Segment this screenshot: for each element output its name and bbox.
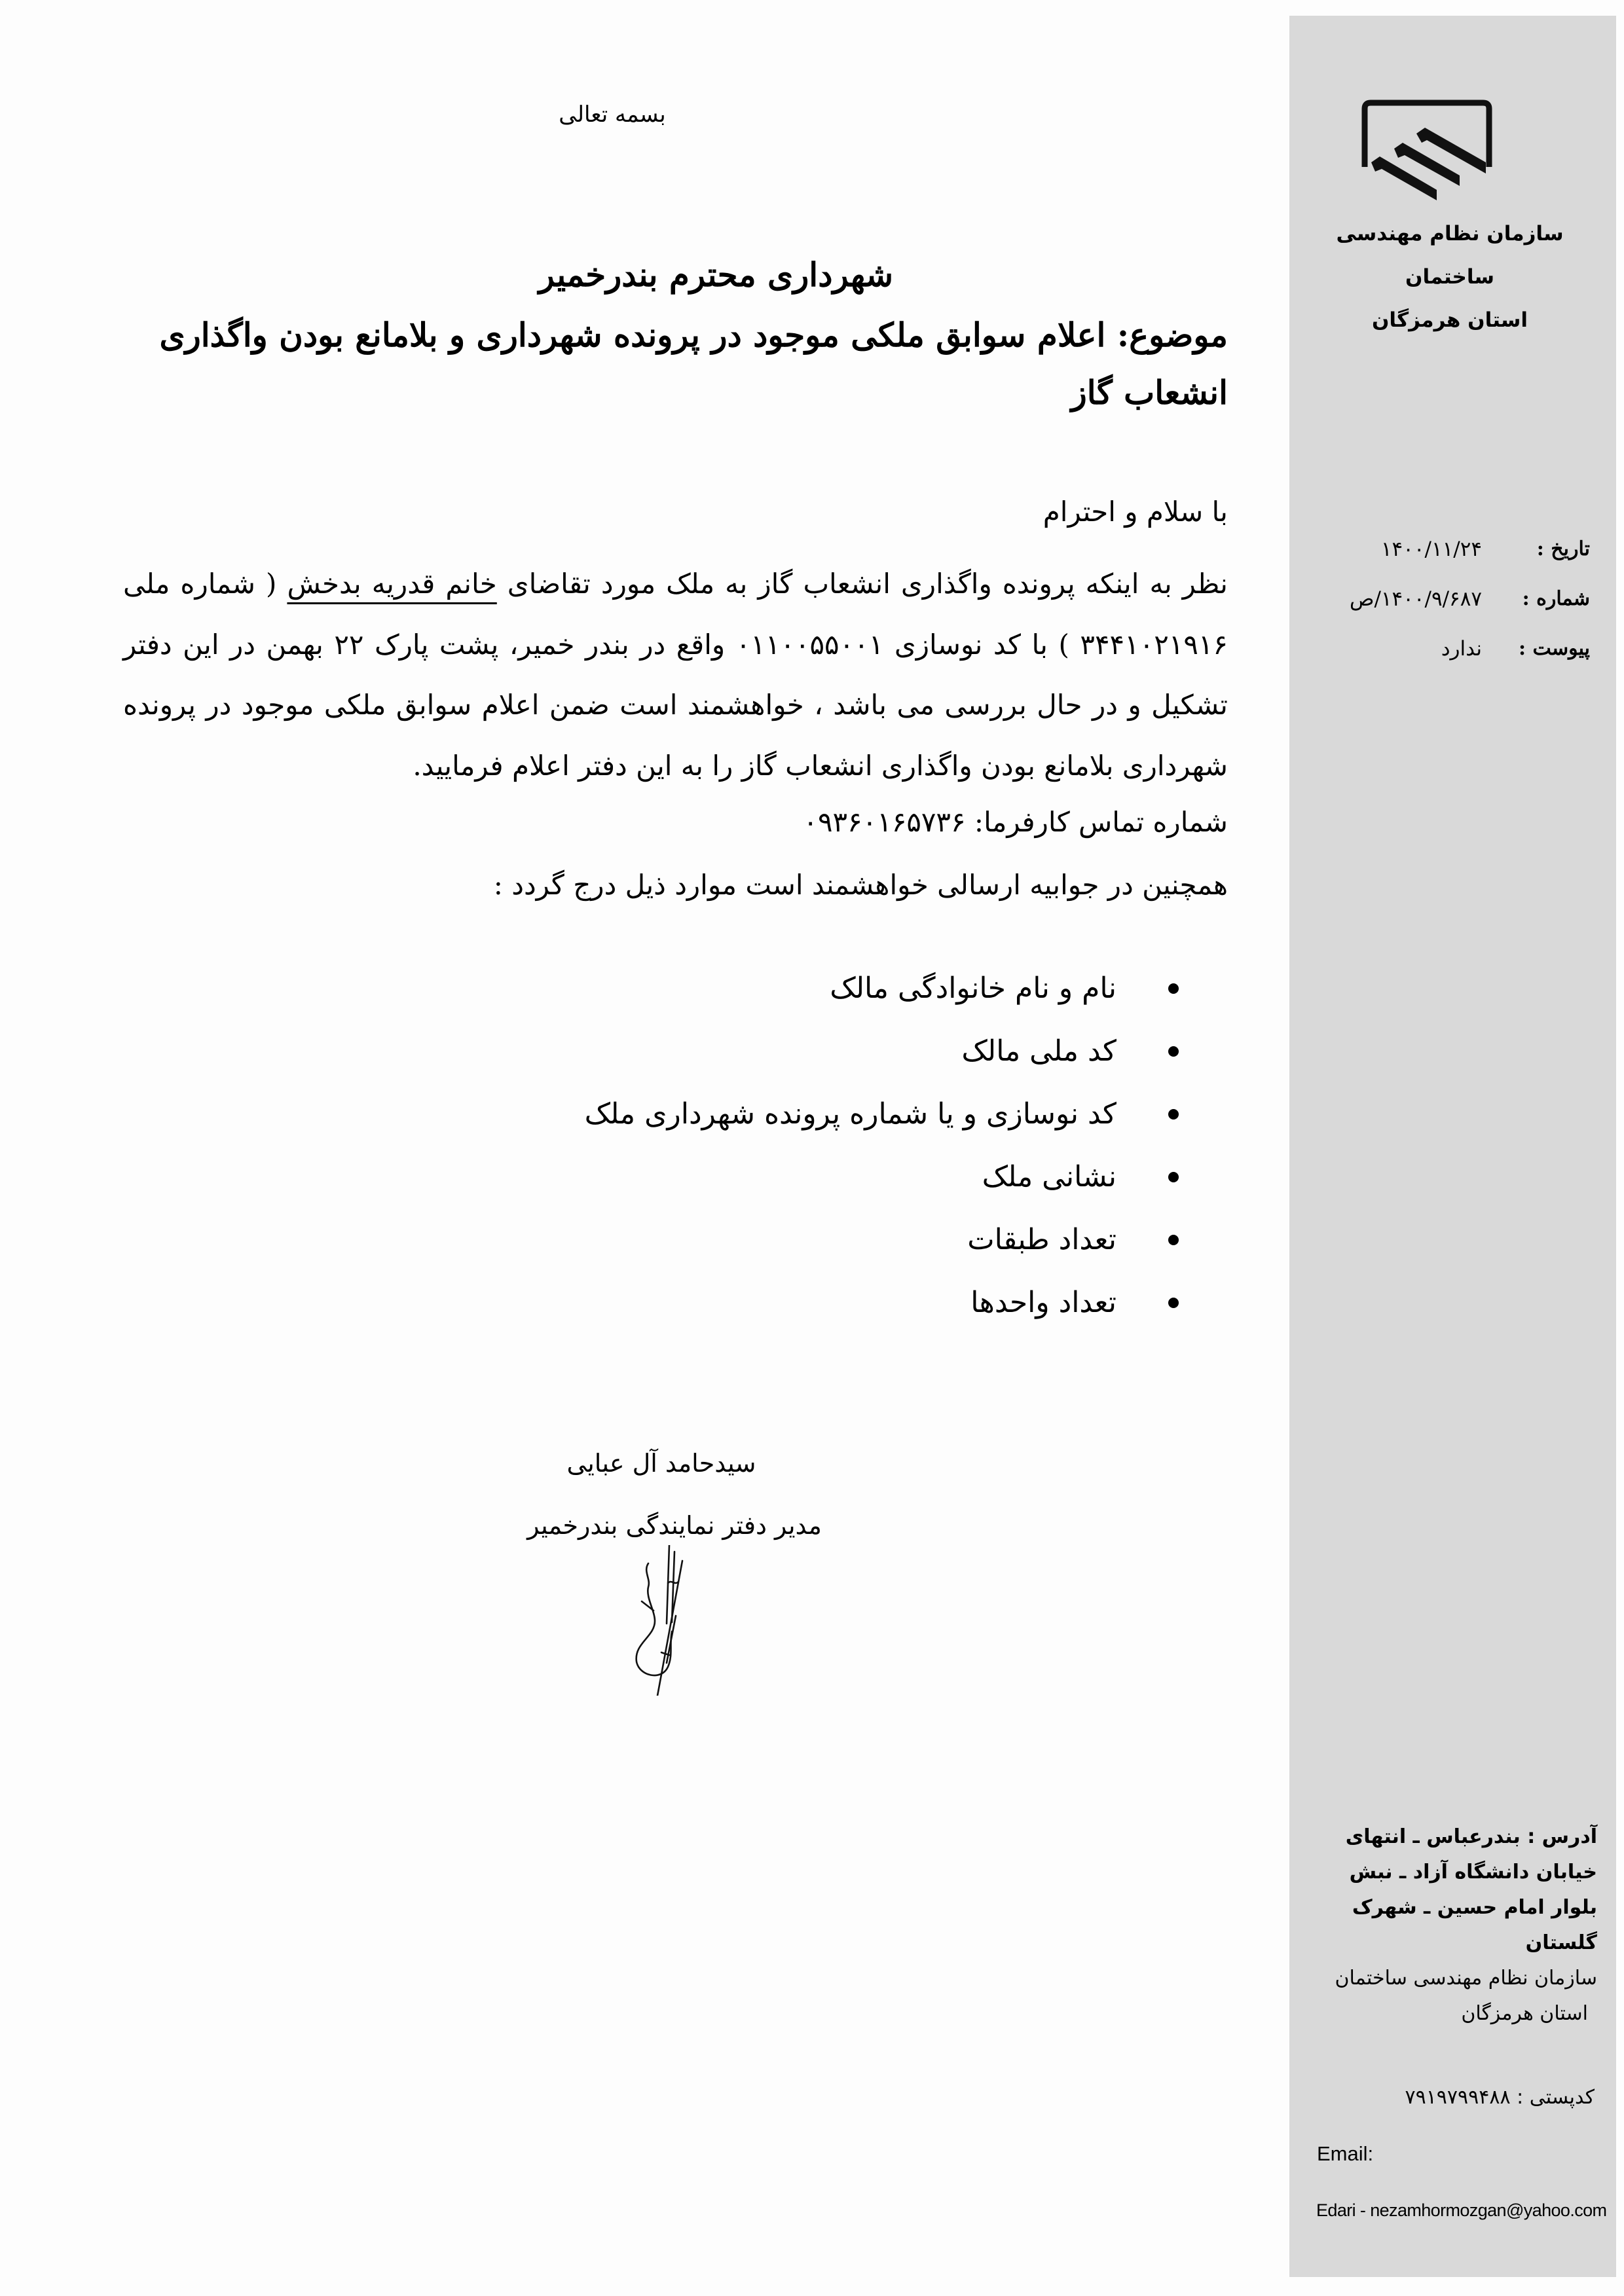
contact-phone: ۰۹۳۶۰۱۶۵۷۳۶ xyxy=(803,806,966,838)
meta-row-attachment xyxy=(1289,632,1616,682)
address-line: خیابان دانشگاه آزاد ـ نبش xyxy=(1349,1861,1597,1884)
organization-name xyxy=(1296,212,1604,342)
list-item-text: نام و نام خانوادگی مالک xyxy=(830,972,1116,1005)
postal-label: کدپستی : xyxy=(1517,2086,1595,2109)
address-line: گلستان xyxy=(1525,1931,1597,1954)
bullet-icon xyxy=(1168,1235,1179,1245)
date-value: ۱۴۰۰/۱۱/۲۴ xyxy=(1380,538,1482,561)
invocation-heading: بسمه تعالی xyxy=(559,101,666,128)
number-value: ۱۴۰۰/۹/۶۸۷/ص xyxy=(1349,587,1482,611)
organization-logo-icon xyxy=(1361,100,1492,204)
bullet-icon xyxy=(1168,983,1179,994)
subject-label: موضوع: xyxy=(1116,316,1228,354)
bullet-icon xyxy=(1168,1172,1179,1182)
postal-code: ۷۹۱۹۷۹۹۴۸۸ xyxy=(1405,2086,1511,2109)
address-line: آدرس : بندرعباس ـ انتهای xyxy=(1345,1825,1597,1848)
attachment-value: ندارد xyxy=(1441,637,1482,661)
address-block xyxy=(1316,1819,1597,2032)
number-label: شماره : xyxy=(1522,587,1590,610)
handwritten-signature-icon xyxy=(629,1545,733,1696)
meta-row-number xyxy=(1289,583,1616,632)
list-item-text: تعداد واحدها xyxy=(970,1286,1116,1319)
additional-request: همچنین در جوابیه ارسالی خواهشمند است موارد ذیل درج گردد : xyxy=(493,869,1228,901)
list-item xyxy=(458,1093,1179,1156)
list-item xyxy=(458,1219,1179,1282)
body-text-part1: نظر به اینکه پرونده واگذاری انشعاب گاز به ملک مورد تقاضای xyxy=(496,568,1228,600)
list-item xyxy=(458,1282,1179,1345)
contact-line xyxy=(124,803,1228,842)
meta-row-date xyxy=(1289,533,1616,583)
postal-code-line xyxy=(1405,2081,1595,2114)
list-item xyxy=(458,1156,1179,1219)
signer-title: مدیر دفتر نمایندگی بندرخمیر xyxy=(527,1511,822,1540)
list-item-text: تعداد طبقات xyxy=(967,1223,1116,1256)
body-paragraph xyxy=(123,554,1228,796)
organization-name-line1: سازمان نظام مهندسی ساختمان xyxy=(1336,222,1564,289)
list-item-text: کد ملی مالک xyxy=(961,1034,1116,1068)
list-item-text: کد نوسازی و یا شماره پرونده شهرداری ملک xyxy=(584,1097,1116,1131)
list-item-text: نشانی ملک xyxy=(982,1160,1116,1194)
letterhead-sidebar xyxy=(1289,16,1616,2277)
body-text-part2: ( شماره ملی ۳۴۴۱۰۲۱۹۱۶ ) با کد نوسازی ۰۱۱۰۰۵۵۰۰۱ واقع در بندر خمیر، پشت پارک ۲۲ بهمن در این دفتر تشکیل و در حال بررسی می باشد ، خواهشمند است ضمن اعلام سوابق ملکی موجود در پرونده شهرداری بلامانع بودن واگذاری انشعاب گاز را به این دفتر اعلام فرمایید. xyxy=(123,568,1228,782)
address-line: بلوار امام حسین ـ شهرک xyxy=(1352,1896,1597,1919)
subject-line xyxy=(124,306,1228,422)
address-org-line2: استان هرمزگان xyxy=(1461,2002,1588,2025)
bullet-icon xyxy=(1168,1298,1179,1308)
list-item xyxy=(458,968,1179,1030)
salutation: با سلام و احترام xyxy=(1043,496,1228,528)
email-label: Email: xyxy=(1317,2142,1374,2165)
organization-name-line2: استان هرمزگان xyxy=(1371,308,1528,332)
letter-metadata xyxy=(1289,533,1616,682)
subject-text: اعلام سوابق ملکی موجود در پرونده شهرداری و بلامانع بودن واگذاری انشعاب گاز xyxy=(159,316,1228,412)
bullet-icon xyxy=(1168,1109,1179,1120)
date-label: تاریخ : xyxy=(1536,538,1590,560)
required-items-list xyxy=(458,968,1179,1345)
contact-label: شماره تماس کارفرما: xyxy=(974,806,1228,838)
applicant-name: خانم قدریه بدخش xyxy=(287,568,497,600)
signer-name: سیدحامد آل عبایی xyxy=(566,1449,756,1478)
email-address: Edari - nezamhormozgan@yahoo.com xyxy=(1316,2200,1607,2220)
recipient-line: شهرداری محترم بندرخمیر xyxy=(538,255,893,294)
attachment-label: پیوست : xyxy=(1518,637,1590,660)
bullet-icon xyxy=(1168,1046,1179,1057)
address-org-line1: سازمان نظام مهندسی ساختمان xyxy=(1335,1967,1597,1990)
list-item xyxy=(458,1030,1179,1093)
